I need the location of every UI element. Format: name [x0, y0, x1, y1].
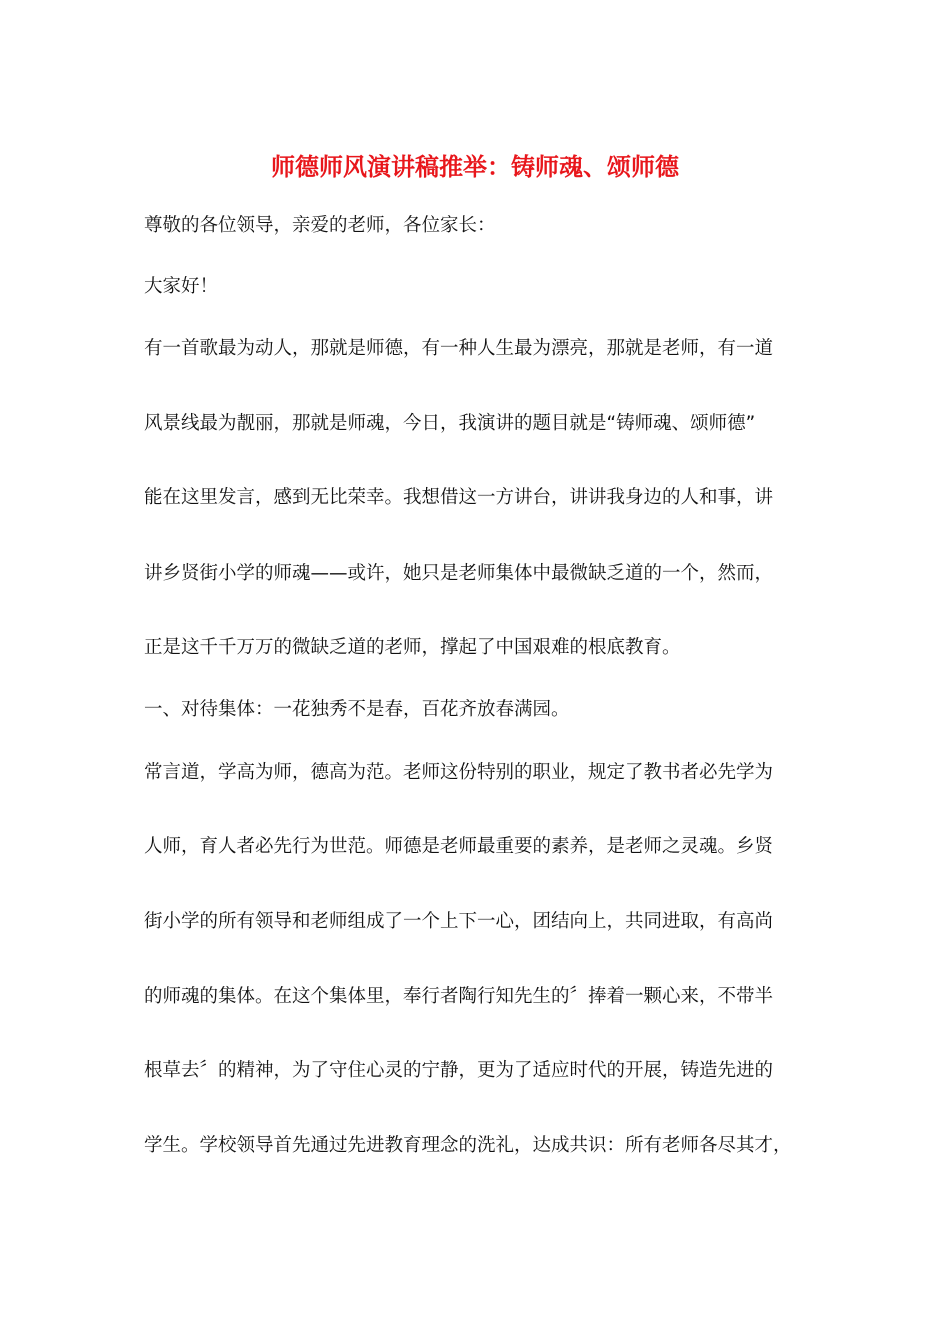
paragraph-line: 风景线最为靓丽，那就是师魂，今日，我演讲的题目就是“铸师魂、颂师德” — [144, 413, 756, 434]
paragraph-line: 能在这里发言，感到无比荣幸。我想借这一方讲台，讲讲我身边的人和事，讲 — [144, 487, 774, 508]
paragraph-line: 正是这千千万万的微缺乏道的老师，撑起了中国艰难的根底教育。 — [144, 637, 681, 658]
section-heading: 一、对待集体：一花独秀不是春，百花齐放春满园。 — [144, 699, 570, 720]
paragraph-line: 有一首歌最为动人，那就是师德，有一种人生最为漂亮，那就是老师，有一道 — [144, 338, 774, 359]
paragraph-line: 学生。学校领导首先通过先进教育理念的洗礼，达成共识：所有老师各尽其才， — [144, 1135, 792, 1156]
paragraph-line: 街小学的所有领导和老师组成了一个上下一心，团结向上，共同进取，有高尚 — [144, 911, 774, 932]
paragraph-line: 人师，育人者必先行为世范。师德是老师最重要的素养，是老师之灵魂。乡贤 — [144, 836, 774, 857]
document-title: 师德师风演讲稿推举：铸师魂、颂师德 — [271, 152, 679, 181]
paragraph-line: 根草去〞的精神，为了守住心灵的宁静，更为了适应时代的开展，铸造先进的 — [144, 1060, 774, 1081]
paragraph-line: 的师魂的集体。在这个集体里，奉行者陶行知先生的〞捧着一颗心来，不带半 — [144, 986, 774, 1007]
paragraph-line: 常言道，学高为师，德高为范。老师这份特别的职业，规定了教书者必先学为 — [144, 762, 774, 783]
paragraph-line: 大家好！ — [144, 276, 219, 297]
paragraph-line: 讲乡贤街小学的师魂——或许，她只是老师集体中最微缺乏道的一个，然而， — [144, 563, 774, 584]
paragraph-line: 尊敬的各位领导，亲爱的老师，各位家长： — [144, 215, 496, 236]
